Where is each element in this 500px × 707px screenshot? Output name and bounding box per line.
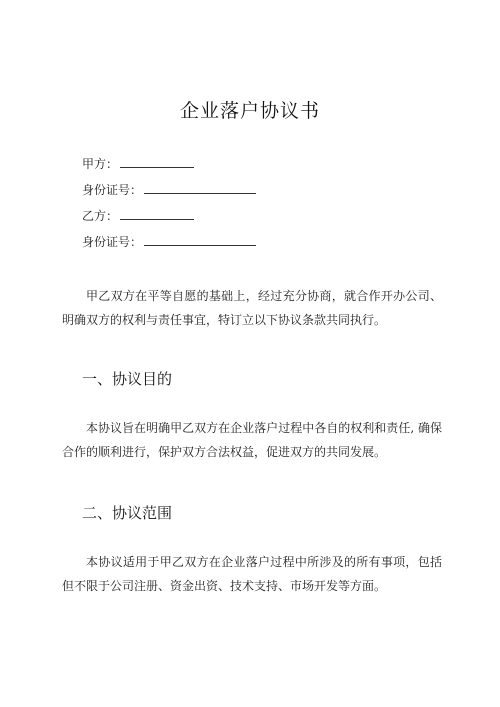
party-b-id-blank xyxy=(144,235,256,246)
party-b-id-label: 身份证号： xyxy=(82,235,143,249)
party-a-field xyxy=(82,156,194,172)
intro-paragraph: 甲乙双方在平等自愿的基础上，经过充分协商，就合作开办公司、明确双方的权利与责任事宜，特订立以下协议条款共同执行。 xyxy=(62,289,442,327)
party-b-id-field xyxy=(82,234,256,250)
party-b-field xyxy=(82,208,194,224)
party-a-label: 甲方： xyxy=(82,157,119,171)
document-title: 企业落户协议书 xyxy=(179,100,320,122)
party-b-label: 乙方： xyxy=(82,209,119,223)
party-a-id-blank xyxy=(144,183,256,194)
section-1-body: 本协议旨在明确甲乙双方在企业落户过程中各自的权利和责任, 确保合作的顺利进行，保护双方合法权益，促进双方的共同发展。 xyxy=(62,421,442,459)
party-a-id-field xyxy=(82,182,256,198)
party-a-blank xyxy=(120,157,194,168)
section-2-heading: 二、协议范围 xyxy=(82,504,173,522)
party-a-id-label: 身份证号： xyxy=(82,183,143,197)
section-1-heading: 一、协议目的 xyxy=(82,370,173,388)
section-2-body: 本协议适用于甲乙双方在企业落户过程中所涉及的所有事项，包括但不限于公司注册、资金出资、技术支持、市场开发等方面。 xyxy=(62,555,442,593)
party-b-blank xyxy=(120,209,194,220)
